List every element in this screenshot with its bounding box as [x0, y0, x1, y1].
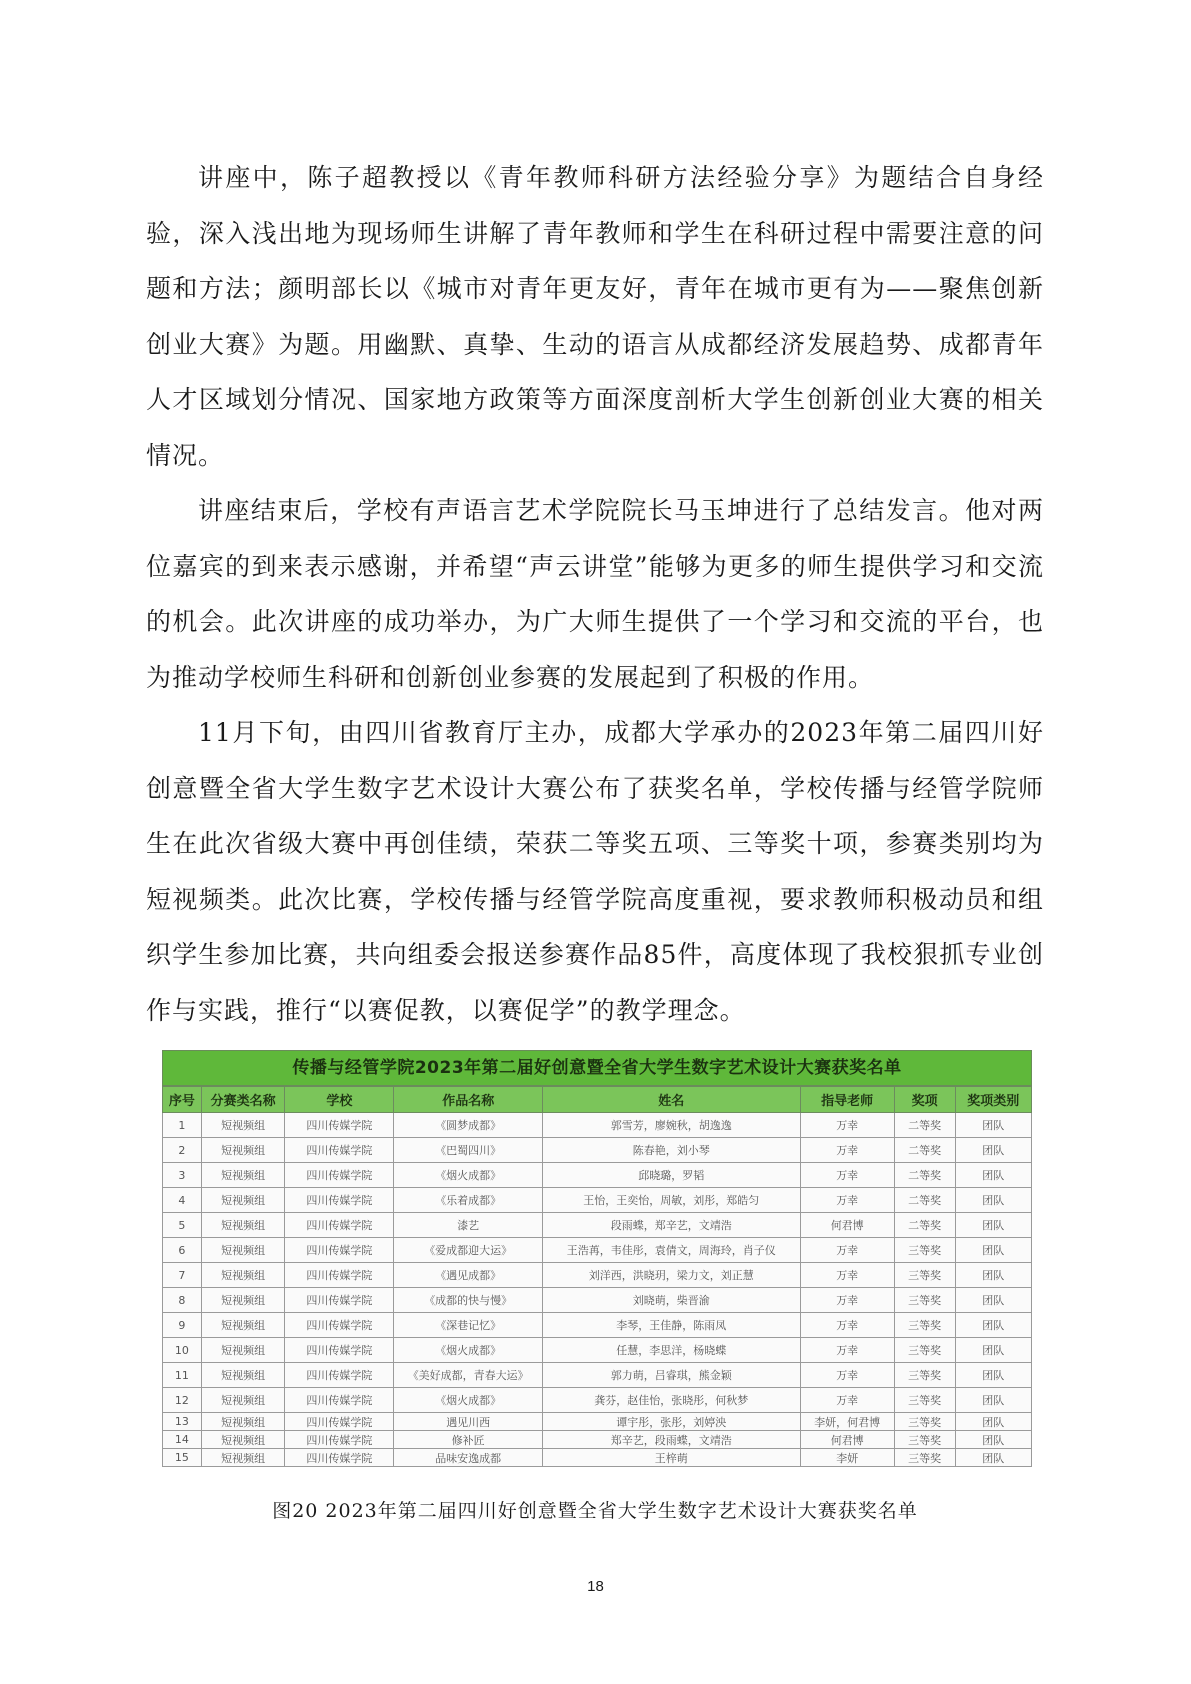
table-cell: 7 [163, 1263, 202, 1288]
table-row [163, 1113, 1032, 1138]
table-cell: 刘洋西，洪晓玥，梁力文，刘正慧 [543, 1263, 801, 1288]
table-cell: 12 [163, 1388, 202, 1413]
table-cell: 万幸 [800, 1313, 894, 1338]
table-cell: 短视频组 [201, 1113, 285, 1138]
table-cell: 短视频组 [201, 1138, 285, 1163]
table-cell: 短视频组 [201, 1363, 285, 1388]
table-row [163, 1263, 1032, 1288]
table-cell: 《烟火成都》 [394, 1388, 543, 1413]
table-cell: 短视频组 [201, 1388, 285, 1413]
paragraph-summary: 讲座结束后，学校有声语言艺术学院院长马玉坤进行了总结发言。他对两位嘉宾的到来表示感谢，并希望“声云讲堂”能够为更多的师生提供学习和交流的机会。此次讲座的成功举办，为广大师生提供了一个学习和交流的平台，也为推动学校师生科研和创新创业参赛的发展起到了积极的作用。 [146, 496, 1044, 692]
table-cell: 5 [163, 1213, 202, 1238]
table-cell: 任慧，李思洋，杨晓蝶 [543, 1338, 801, 1363]
table-row [163, 1338, 1032, 1363]
table-cell: 《乐着成都》 [394, 1188, 543, 1213]
header-cell: 作品名称 [394, 1087, 543, 1113]
table-cell: 二等奖 [894, 1163, 955, 1188]
table-cell: 3 [163, 1163, 202, 1188]
table-cell: 二等奖 [894, 1138, 955, 1163]
table-cell: 13 [163, 1413, 202, 1431]
table-cell: 三等奖 [894, 1431, 955, 1449]
table-cell: 团队 [955, 1288, 1031, 1313]
table-cell: 《成都的快与慢》 [394, 1288, 543, 1313]
table-row [163, 1163, 1032, 1188]
table-cell: 《圆梦成都》 [394, 1113, 543, 1138]
table-cell: 四川传媒学院 [285, 1238, 394, 1263]
table-cell: 四川传媒学院 [285, 1313, 394, 1338]
table-cell: 漆艺 [394, 1213, 543, 1238]
table-cell: 团队 [955, 1338, 1031, 1363]
table-cell: 四川传媒学院 [285, 1213, 394, 1238]
table-cell: 短视频组 [201, 1338, 285, 1363]
table-cell: 《烟火成都》 [394, 1163, 543, 1188]
table-cell: 团队 [955, 1413, 1031, 1431]
table-cell: 短视频组 [201, 1413, 285, 1431]
table-cell: 四川传媒学院 [285, 1449, 394, 1467]
table-title: 传播与经管学院2023年第二届好创意暨全省大学生数字艺术设计大赛获奖名单 [162, 1050, 1032, 1086]
table-cell: 《烟火成都》 [394, 1338, 543, 1363]
table-cell: 二等奖 [894, 1213, 955, 1238]
table-cell: 万幸 [800, 1388, 894, 1413]
table-body [163, 1113, 1032, 1467]
table-cell: 四川传媒学院 [285, 1363, 394, 1388]
table-cell: 团队 [955, 1188, 1031, 1213]
table-cell: 何君博 [800, 1213, 894, 1238]
table-cell: 《巴蜀四川》 [394, 1138, 543, 1163]
table-cell: 短视频组 [201, 1213, 285, 1238]
table-cell: 团队 [955, 1363, 1031, 1388]
table-cell: 11 [163, 1363, 202, 1388]
table-cell: 四川传媒学院 [285, 1113, 394, 1138]
table-cell: 10 [163, 1338, 202, 1363]
table-cell: 陈春艳，刘小琴 [543, 1138, 801, 1163]
table-cell: 三等奖 [894, 1313, 955, 1338]
table-cell: 团队 [955, 1113, 1031, 1138]
table-cell: 刘晓萌，柴晋渝 [543, 1288, 801, 1313]
table-cell: 李妍，何君博 [800, 1413, 894, 1431]
table-cell: 三等奖 [894, 1413, 955, 1431]
header-cell: 奖项 [894, 1087, 955, 1113]
table-cell: 团队 [955, 1431, 1031, 1449]
table-cell: 四川传媒学院 [285, 1188, 394, 1213]
table-cell: 2 [163, 1138, 202, 1163]
table-cell: 万幸 [800, 1238, 894, 1263]
table-cell: 三等奖 [894, 1338, 955, 1363]
award-table [162, 1086, 1032, 1467]
table-cell: 四川传媒学院 [285, 1163, 394, 1188]
table-cell: 段雨蝶，郑辛艺，文靖浩 [543, 1213, 801, 1238]
table-cell: 《美好成都，青春大运》 [394, 1363, 543, 1388]
table-row [163, 1213, 1032, 1238]
table-row [163, 1363, 1032, 1388]
table-cell: 四川传媒学院 [285, 1288, 394, 1313]
table-cell: 团队 [955, 1138, 1031, 1163]
table-cell: 8 [163, 1288, 202, 1313]
header-cell: 姓名 [543, 1087, 801, 1113]
table-cell: 四川传媒学院 [285, 1431, 394, 1449]
table-cell: 三等奖 [894, 1363, 955, 1388]
table-cell: 万幸 [800, 1138, 894, 1163]
figure-caption: 图20 2023年第二届四川好创意暨全省大学生数字艺术设计大赛获奖名单 [272, 1500, 918, 1522]
table-cell: 万幸 [800, 1288, 894, 1313]
table-cell: 郭雪芳，廖婉秋，胡逸逸 [543, 1113, 801, 1138]
table-cell: 四川传媒学院 [285, 1413, 394, 1431]
page-number: 18 [587, 1578, 604, 1595]
table-cell: 王怡，王奕怡，周敏，刘彤，郑皓匀 [543, 1188, 801, 1213]
table-cell: 何君博 [800, 1431, 894, 1449]
table-row [163, 1449, 1032, 1467]
table-cell: 短视频组 [201, 1431, 285, 1449]
header-cell: 学校 [285, 1087, 394, 1113]
table-cell: 王梓萌 [543, 1449, 801, 1467]
table-row [163, 1238, 1032, 1263]
table-cell: 短视频组 [201, 1449, 285, 1467]
table-cell: 龚芬，赵佳怡，张晓彤，何秋梦 [543, 1388, 801, 1413]
table-cell: 短视频组 [201, 1188, 285, 1213]
table-header-row [163, 1087, 1032, 1113]
table-cell: 四川传媒学院 [285, 1263, 394, 1288]
table-row [163, 1313, 1032, 1338]
table-cell: 三等奖 [894, 1449, 955, 1467]
table-cell: 遇见川西 [394, 1413, 543, 1431]
table-cell: 李琴，王佳静，陈雨凤 [543, 1313, 801, 1338]
table-cell: 6 [163, 1238, 202, 1263]
header-cell: 分赛类名称 [201, 1087, 285, 1113]
table-cell: 四川传媒学院 [285, 1338, 394, 1363]
table-cell: 修补匠 [394, 1431, 543, 1449]
table-cell: 《深巷记忆》 [394, 1313, 543, 1338]
table-cell: 团队 [955, 1213, 1031, 1238]
table-cell: 短视频组 [201, 1263, 285, 1288]
table-cell: 短视频组 [201, 1163, 285, 1188]
table-cell: 王浩苒，韦佳彤，袁倩文，周海玲，肖子仪 [543, 1238, 801, 1263]
header-cell: 序号 [163, 1087, 202, 1113]
table-cell: 短视频组 [201, 1313, 285, 1338]
paragraph-lecture: 讲座中，陈子超教授以《青年教师科研方法经验分享》为题结合自身经验，深入浅出地为现场师生讲解了青年教师和学生在科研过程中需要注意的问题和方法；颜明部长以《城市对青年更友好，青年在城市更有为——聚焦创新创业大赛》为题。用幽默、真挚、生动的语言从成都经济发展趋势、成都青年人才区域划分情况、国家地方政策等方面深度剖析大学生创新创业大赛的相关情况。 [146, 163, 1044, 470]
table-cell: 三等奖 [894, 1263, 955, 1288]
table-cell: 四川传媒学院 [285, 1388, 394, 1413]
table-row [163, 1413, 1032, 1431]
table-cell: 邱晓璐，罗韬 [543, 1163, 801, 1188]
table-cell: 14 [163, 1431, 202, 1449]
table-cell: 1 [163, 1113, 202, 1138]
award-table-figure [162, 1050, 1032, 1467]
table-cell: 短视频组 [201, 1288, 285, 1313]
body-text [146, 150, 1044, 1038]
table-cell: 万幸 [800, 1263, 894, 1288]
table-row [163, 1188, 1032, 1213]
table-row [163, 1431, 1032, 1449]
table-cell: 4 [163, 1188, 202, 1213]
table-cell: 郭力萌，吕睿琪，熊金颖 [543, 1363, 801, 1388]
table-cell: 团队 [955, 1313, 1031, 1338]
table-cell: 郑辛艺，段雨蝶，文靖浩 [543, 1431, 801, 1449]
table-cell: 万幸 [800, 1188, 894, 1213]
table-cell: 万幸 [800, 1338, 894, 1363]
table-cell: 三等奖 [894, 1388, 955, 1413]
table-cell: 团队 [955, 1263, 1031, 1288]
table-cell: 短视频组 [201, 1238, 285, 1263]
table-cell: 三等奖 [894, 1238, 955, 1263]
table-cell: 二等奖 [894, 1188, 955, 1213]
table-cell: 谭宇彤，张彤，刘婷泱 [543, 1413, 801, 1431]
table-row [163, 1288, 1032, 1313]
table-cell: 团队 [955, 1449, 1031, 1467]
header-cell: 奖项类别 [955, 1087, 1031, 1113]
table-cell: 李妍 [800, 1449, 894, 1467]
paragraph-competition: 11月下旬，由四川省教育厅主办，成都大学承办的2023年第二届四川好创意暨全省大学生数字艺术设计大赛公布了获奖名单，学校传播与经管学院师生在此次省级大赛中再创佳绩，荣获二等奖五项、三等奖十项，参赛类别均为短视频类。此次比赛，学校传播与经管学院高度重视，要求教师积极动员和组织学生参加比赛，共向组委会报送参赛作品85件，高度体现了我校狠抓专业创作与实践，推行“以赛促教，以赛促学”的教学理念。 [146, 718, 1044, 1025]
table-cell: 团队 [955, 1163, 1031, 1188]
table-cell: 三等奖 [894, 1288, 955, 1313]
table-cell: 9 [163, 1313, 202, 1338]
table-cell: 万幸 [800, 1113, 894, 1138]
table-row [163, 1388, 1032, 1413]
table-cell: 万幸 [800, 1163, 894, 1188]
table-cell: 《爱成都迎大运》 [394, 1238, 543, 1263]
table-cell: 二等奖 [894, 1113, 955, 1138]
table-row [163, 1138, 1032, 1163]
table-cell: 团队 [955, 1388, 1031, 1413]
table-cell: 品味安逸成都 [394, 1449, 543, 1467]
header-cell: 指导老师 [800, 1087, 894, 1113]
table-cell: 15 [163, 1449, 202, 1467]
table-cell: 《遇见成都》 [394, 1263, 543, 1288]
table-cell: 团队 [955, 1238, 1031, 1263]
table-cell: 四川传媒学院 [285, 1138, 394, 1163]
table-cell: 万幸 [800, 1363, 894, 1388]
